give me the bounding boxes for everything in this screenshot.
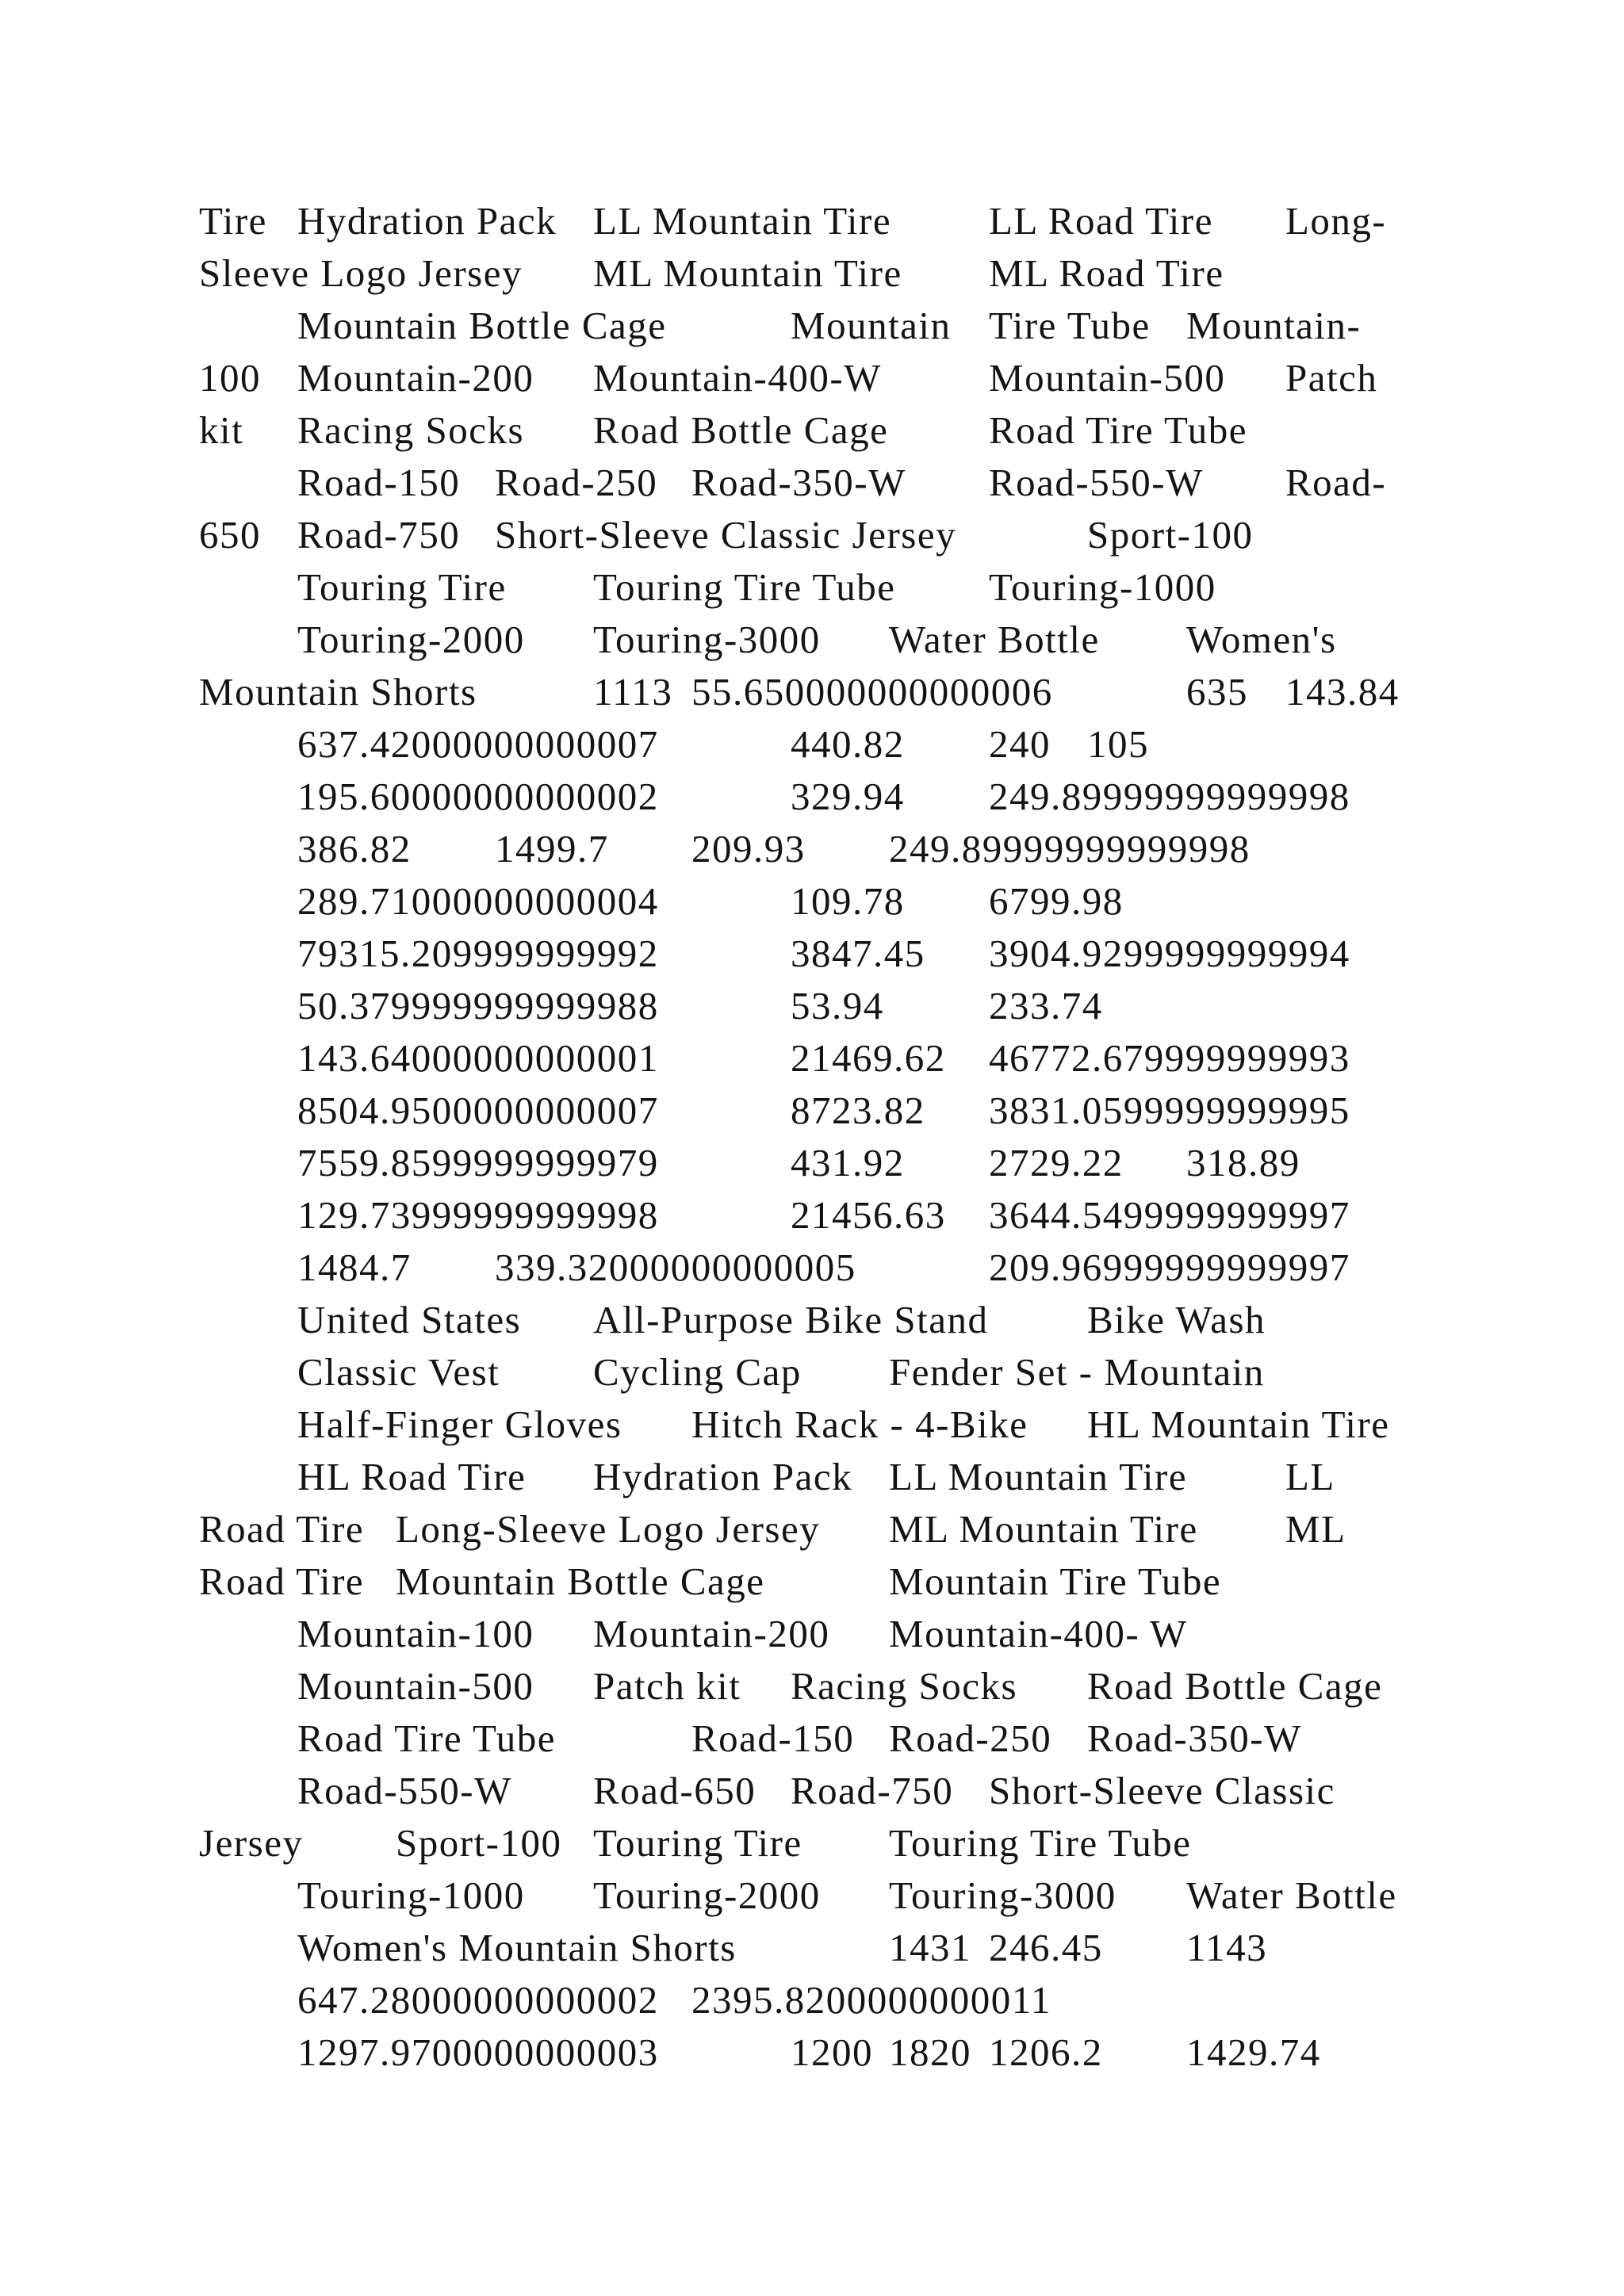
text-token: 53.94 — [791, 984, 884, 1027]
text-token: 8723.82 — [791, 1089, 925, 1132]
text-token: 637.42000000000007 — [297, 722, 659, 766]
text-line — [199, 352, 1468, 404]
text-token: Mountain-400-W — [593, 356, 882, 400]
text-token: 105 — [1087, 722, 1149, 766]
text-line — [199, 1660, 1468, 1712]
text-token: Sport-100 — [1087, 513, 1254, 557]
text-token: kit — [199, 408, 244, 452]
text-token: Road Bottle Cage — [593, 408, 889, 452]
text-token: 1113 — [593, 670, 673, 714]
text-line — [199, 1451, 1468, 1503]
text-line — [199, 1712, 1468, 1765]
text-token: Mountain Bottle Cage — [396, 1559, 765, 1603]
text-token: Touring-3000 — [593, 618, 821, 661]
text-token: 3644.5499999999997 — [989, 1193, 1350, 1237]
text-token: ML — [1285, 1507, 1346, 1551]
text-token: LL — [1285, 1455, 1335, 1498]
text-token: Road-650 — [593, 1769, 756, 1812]
text-token: 650 — [199, 513, 261, 557]
text-token: 431.92 — [791, 1141, 905, 1184]
text-token: Racing Socks — [297, 408, 525, 452]
text-token: 249.89999999999998 — [889, 827, 1251, 871]
text-token: Road- — [1285, 461, 1387, 504]
text-token: 339.32000000000005 — [495, 1246, 856, 1289]
text-token: Mountain-200 — [593, 1612, 830, 1655]
text-token: HL Mountain Tire — [1087, 1402, 1390, 1446]
text-token: Touring Tire Tube — [593, 565, 896, 609]
text-line — [199, 1294, 1468, 1346]
text-line — [199, 1085, 1468, 1137]
text-token: Mountain- — [1186, 304, 1362, 347]
text-token: Half-Finger Gloves — [297, 1402, 622, 1446]
text-token: 1431 — [889, 1926, 971, 1969]
text-token: Road-150 — [691, 1716, 855, 1760]
text-token: Racing Socks — [791, 1664, 1018, 1708]
text-token: Touring Tire Tube — [889, 1821, 1192, 1865]
text-token: Hydration Pack — [593, 1455, 853, 1498]
text-token: 143.64000000000001 — [297, 1036, 659, 1080]
text-token: 318.89 — [1186, 1141, 1300, 1184]
text-token: Road-550-W — [297, 1769, 512, 1812]
text-token: 55.650000000000006 — [691, 670, 1053, 714]
text-token: Sport-100 — [396, 1821, 562, 1865]
text-token: Bike Wash — [1087, 1298, 1266, 1341]
text-line — [199, 1817, 1468, 1869]
text-token: Road-550-W — [989, 461, 1204, 504]
text-line — [199, 1346, 1468, 1399]
text-token: Water Bottle — [1186, 1873, 1397, 1917]
text-token: Hitch Rack - 4-Bike — [691, 1402, 1028, 1446]
text-token: Road Tire Tube — [297, 1716, 557, 1760]
text-token: 209.96999999999997 — [989, 1246, 1350, 1289]
text-line — [199, 2026, 1468, 2079]
text-token: 386.82 — [297, 827, 412, 871]
text-line — [199, 1189, 1468, 1242]
text-line — [199, 1556, 1468, 1608]
text-line — [199, 300, 1468, 352]
text-line — [199, 718, 1468, 771]
text-line — [199, 561, 1468, 614]
text-token: 246.45 — [989, 1926, 1103, 1969]
text-token: 21469.62 — [791, 1036, 946, 1080]
text-token: 100 — [199, 356, 261, 400]
text-token: LL Mountain Tire — [889, 1455, 1188, 1498]
text-token: 129.73999999999998 — [297, 1193, 659, 1237]
text-token: LL Road Tire — [989, 199, 1213, 243]
text-token: 3904.9299999999994 — [989, 932, 1350, 975]
text-token: 7559.8599999999979 — [297, 1141, 659, 1184]
text-line — [199, 875, 1468, 928]
text-token: Road-250 — [889, 1716, 1052, 1760]
text-token: ML Mountain Tire — [593, 251, 902, 295]
text-token: Mountain Bottle Cage — [297, 304, 667, 347]
text-token: Sleeve Logo Jersey — [199, 251, 523, 295]
text-line — [199, 404, 1468, 457]
text-token: Mountain-400- W — [889, 1612, 1188, 1655]
text-token: 1820 — [889, 2030, 971, 2074]
text-token: Fender Set - Mountain — [889, 1350, 1265, 1394]
text-token: Touring-2000 — [297, 618, 525, 661]
text-token: 209.93 — [691, 827, 806, 871]
text-token: Road Bottle Cage — [1087, 1664, 1383, 1708]
text-token: Touring Tire — [593, 1821, 802, 1865]
text-token: Touring-1000 — [989, 565, 1216, 609]
text-token: Mountain — [791, 304, 952, 347]
text-token: 1143 — [1186, 1926, 1268, 1969]
text-token: Tire — [199, 199, 267, 243]
text-token: Short-Sleeve Classic — [989, 1769, 1335, 1812]
text-token: 3831.0599999999995 — [989, 1089, 1350, 1132]
text-token: 21456.63 — [791, 1193, 946, 1237]
text-token: 195.60000000000002 — [297, 775, 659, 818]
text-token: Mountain-500 — [989, 356, 1226, 400]
text-token: Tire Tube — [989, 304, 1151, 347]
text-line — [199, 1765, 1468, 1817]
text-token: 46772.679999999993 — [989, 1036, 1350, 1080]
text-token: Patch kit — [593, 1664, 741, 1708]
text-token: 1200 — [791, 2030, 873, 2074]
text-token: 8504.9500000000007 — [297, 1089, 659, 1132]
text-line — [199, 1032, 1468, 1085]
text-token: Long-Sleeve Logo Jersey — [396, 1507, 821, 1551]
text-line — [199, 195, 1468, 247]
text-token: Classic Vest — [297, 1350, 500, 1394]
text-line — [199, 1503, 1468, 1556]
text-token: Jersey — [199, 1821, 304, 1865]
text-token: 3847.45 — [791, 932, 925, 975]
document-text-body — [199, 195, 1468, 2079]
text-token: 2729.22 — [989, 1141, 1124, 1184]
text-line — [199, 1974, 1468, 2026]
text-token: Mountain Shorts — [199, 670, 477, 714]
text-token: Mountain-100 — [297, 1612, 534, 1655]
text-line — [199, 666, 1468, 718]
text-token: Hydration Pack — [297, 199, 557, 243]
text-token: 1484.7 — [297, 1246, 412, 1289]
text-token: Mountain-200 — [297, 356, 534, 400]
text-line — [199, 614, 1468, 666]
text-token: Road-350-W — [691, 461, 906, 504]
text-token: Women's Mountain Shorts — [297, 1926, 737, 1969]
text-line — [199, 509, 1468, 561]
text-token: 50.379999999999988 — [297, 984, 659, 1027]
text-token: Cycling Cap — [593, 1350, 802, 1394]
text-token: Road Tire — [199, 1559, 365, 1603]
text-token: 635 — [1186, 670, 1248, 714]
text-token: Road-750 — [297, 513, 461, 557]
text-token: All-Purpose Bike Stand — [593, 1298, 989, 1341]
text-token: Road-750 — [791, 1769, 954, 1812]
text-line — [199, 1242, 1468, 1294]
text-token: 1297.9700000000003 — [297, 2030, 659, 2074]
text-token: Touring-3000 — [889, 1873, 1116, 1917]
text-line — [199, 247, 1468, 300]
text-token: 1429.74 — [1186, 2030, 1321, 2074]
text-line — [199, 1399, 1468, 1451]
text-token: ML Mountain Tire — [889, 1507, 1198, 1551]
text-token: 6799.98 — [989, 879, 1124, 923]
text-token: Road Tire — [199, 1507, 365, 1551]
text-token: Road-150 — [297, 461, 461, 504]
text-line — [199, 457, 1468, 509]
text-token: 240 — [989, 722, 1051, 766]
text-line — [199, 823, 1468, 875]
text-line — [199, 1608, 1468, 1660]
text-token: Touring-1000 — [297, 1873, 525, 1917]
text-line — [199, 980, 1468, 1032]
text-token: Patch — [1285, 356, 1378, 400]
text-line — [199, 1869, 1468, 1922]
text-token: HL Road Tire — [297, 1455, 527, 1498]
text-token: 2395.8200000000011 — [691, 1978, 1051, 2022]
text-token: Mountain Tire Tube — [889, 1559, 1222, 1603]
text-line — [199, 771, 1468, 823]
text-token: 143.84 — [1285, 670, 1400, 714]
text-line — [199, 1922, 1468, 1974]
text-token: 440.82 — [791, 722, 905, 766]
text-token: Long- — [1285, 199, 1387, 243]
text-token: 329.94 — [791, 775, 905, 818]
text-token: 1206.2 — [989, 2030, 1103, 2074]
text-token: Mountain-500 — [297, 1664, 534, 1708]
text-token: LL Mountain Tire — [593, 199, 892, 243]
text-token: Women's — [1186, 618, 1337, 661]
text-token: 1499.7 — [495, 827, 609, 871]
text-token: United States — [297, 1298, 522, 1341]
text-token: Road-250 — [495, 461, 658, 504]
text-token: 233.74 — [989, 984, 1103, 1027]
text-token: 79315.209999999992 — [297, 932, 659, 975]
text-line — [199, 1137, 1468, 1189]
text-token: Touring-2000 — [593, 1873, 821, 1917]
text-token: Road-350-W — [1087, 1716, 1302, 1760]
text-line — [199, 928, 1468, 980]
text-token: 289.71000000000004 — [297, 879, 659, 923]
text-token: Touring Tire — [297, 565, 507, 609]
text-token: 249.89999999999998 — [989, 775, 1350, 818]
text-token: Short-Sleeve Classic Jersey — [495, 513, 957, 557]
text-token: 109.78 — [791, 879, 905, 923]
text-token: Water Bottle — [889, 618, 1100, 661]
text-token: ML Road Tire — [989, 251, 1224, 295]
text-token: 647.28000000000002 — [297, 1978, 659, 2022]
text-token: Road Tire Tube — [989, 408, 1248, 452]
